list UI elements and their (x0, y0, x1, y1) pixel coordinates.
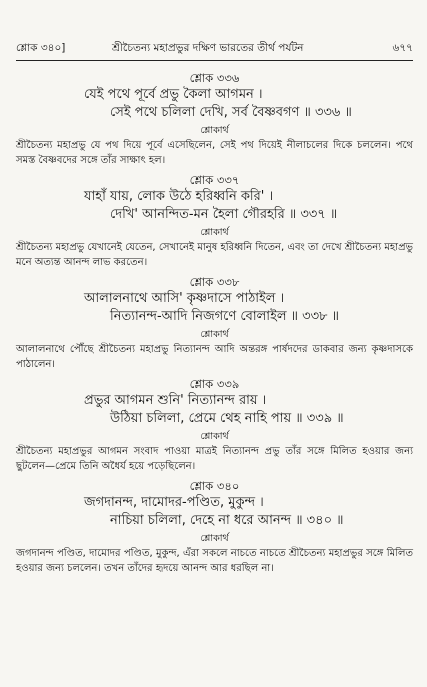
verse-line-2: নাচিয়া চলিলা, দেহে না ধরে আনন্দ ॥ ৩৪০ ॥ (110, 513, 344, 528)
translation-text: আলালনাথে পৌঁছে শ্রীচৈতন্য মহাপ্রভু নিত্যানন্দ আদি অন্তরঙ্গ পার্ষদদের ডাকবার জন্য কৃষ্ণদাসকে পাঠালেন। (16, 344, 413, 370)
verse-line-2: নিত্যানন্দ-আদি নিজগণে বোলাইল ॥ ৩৩৮ ॥ (110, 309, 339, 324)
page-number: ৬৭৭ (392, 42, 413, 54)
translation-text: শ্রীচৈতন্য মহাপ্রভু যে পথ দিয়ে পূর্বে এসেছিলেন, সেই পথ দিয়েই নীলাচলের দিকে চললেন। পথে সমস্ত বৈষ্ণবদের সঙ্গে তাঁর সাক্ষাৎ হল। (16, 140, 413, 166)
translation-text: জগদানন্দ পণ্ডিত, দামোদর পণ্ডিত, মুকুন্দ, এঁরা সকলে নাচতে নাচতে শ্রীচৈতন্য মহাপ্রভুর সঙ্গে মিলিত হওয়ার জন্য চললেন। তখন তাঁদের হৃদয়ে আনন্দ আর ধরছিল না। (16, 548, 413, 574)
verse-section (16, 172, 413, 270)
verse-number: শ্লোক ৩৩৮ (189, 275, 240, 289)
translation-text: শ্রীচৈতন্য মহাপ্রভুর আগমন সংবাদ পাওয়া মাত্রই নিত্যানন্দ প্রভু তাঁর সঙ্গে মিলিত হওয়ার জন্য ছুটলেন—প্রেমে তিনি অধৈর্য হয়ে পড়েছিলেন। (16, 446, 413, 472)
verse-line-1: জগদানন্দ, দামোদর-পণ্ডিত, মুকুন্দ । (84, 495, 264, 510)
header-rule (16, 60, 413, 61)
verse-number: শ্লোক ৩৩৯ (189, 377, 240, 391)
header-verse-range: শ্লোক ৩৪০] (16, 42, 66, 54)
verse-section (16, 478, 413, 576)
header-chapter-title: শ্রীচৈতন্য মহাপ্রভুর দক্ষিণ ভারতের তীর্থ পর্যটন (112, 42, 304, 54)
translation-text: শ্রীচৈতন্য মহাপ্রভু যেখানেই যেতেন, সেখানেই মানুষ হরিধ্বনি দিতেন, এবং তা দেখে শ্রীচৈতন্য মহাপ্রভু মনে অত্যন্ত আনন্দ লাভ করতেন। (16, 242, 413, 268)
running-header (16, 40, 413, 56)
verse-line-2: দেখি' আনন্দিত-মন হৈলা গৌরহরি ॥ ৩৩৭ ॥ (110, 207, 338, 222)
translation-label: শ্লোকার্থ (200, 125, 229, 136)
verse-line-2: উঠিয়া চলিলা, প্রেমে থেহ নাহি পায় ॥ ৩৩৯ ॥ (110, 411, 344, 426)
verse-section (16, 70, 413, 168)
verse-line-2: সেই পথে চলিলা দেখি, সর্ব বৈষ্ণবগণ ॥ ৩৩৬ ॥ (110, 105, 352, 120)
verse-number: শ্লোক ৩৩৬ (189, 71, 240, 85)
verse-line-1: যাহাঁ যায়, লোক উঠে হরিধ্বনি করি' । (84, 189, 274, 204)
translation-label: শ্লোকার্থ (200, 533, 229, 544)
translation-label: শ্লোকার্থ (200, 329, 229, 340)
verse-number: শ্লোক ৩৩৭ (189, 173, 240, 187)
page-body (16, 66, 413, 580)
verse-line-1: আলালনাথে আসি' কৃষ্ণদাসে পাঠাইল । (84, 291, 285, 306)
translation-label: শ্লোকার্থ (200, 227, 229, 238)
verse-section (16, 274, 413, 372)
verse-line-1: যেই পথে পূর্বে প্রভু কৈলা আগমন । (84, 87, 263, 102)
verse-line-1: প্রভুর আগমন শুনি' নিত্যানন্দ রায় । (84, 393, 267, 408)
translation-label: শ্লোকার্থ (200, 431, 229, 442)
verse-number: শ্লোক ৩৪০ (189, 479, 240, 493)
verse-section (16, 376, 413, 474)
